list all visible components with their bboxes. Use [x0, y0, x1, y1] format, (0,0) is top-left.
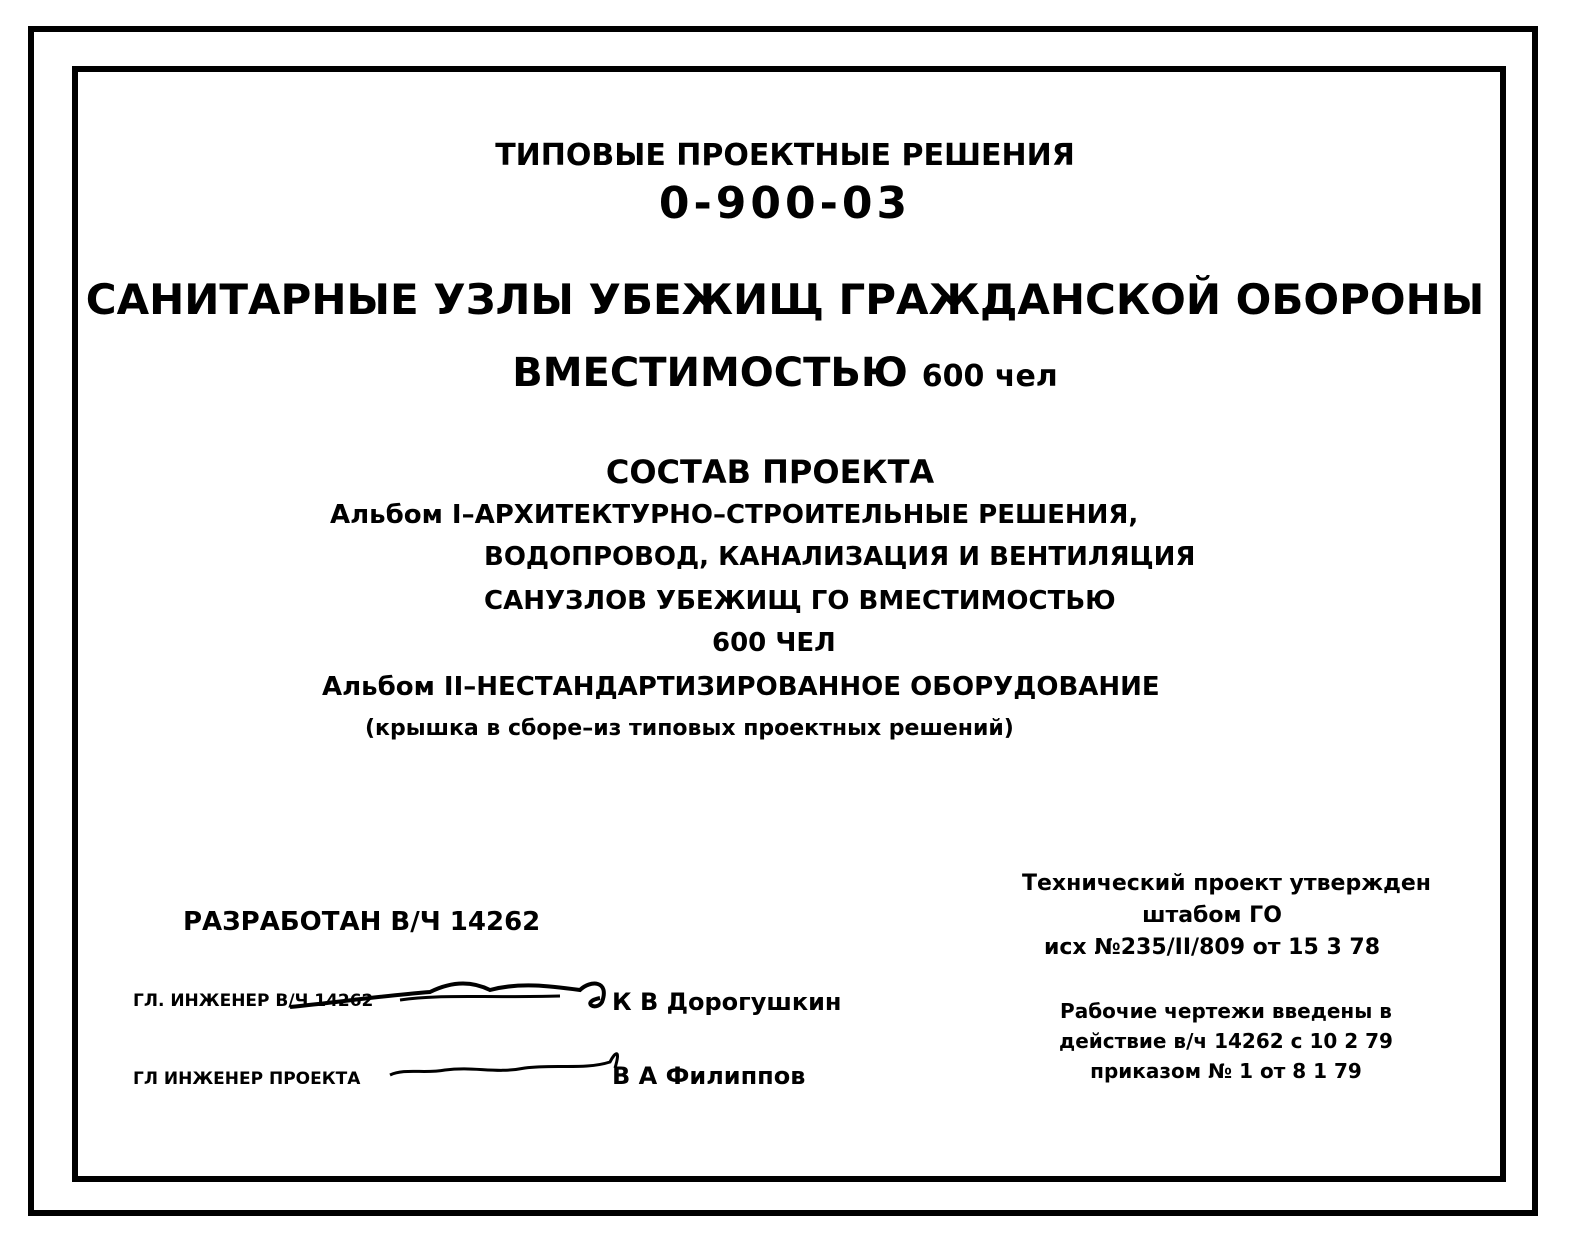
enactment-block	[1026, 996, 1426, 1086]
capacity-label: ВМЕСТИМОСТЬЮ	[512, 350, 908, 396]
album2-line: Альбом II–НЕСТАНДАРТИЗИРОВАННОЕ ОБОРУДОВАНИЕ	[322, 672, 1160, 702]
enactment-line1: Рабочие чертежи введены в	[1060, 999, 1392, 1023]
album1-line3: САНУЗЛОВ УБЕЖИЩ ГО ВМЕСТИМОСТЬЮ	[484, 586, 1116, 616]
chief-engineer-label: ГЛ. ИНЖЕНЕР В/Ч 14262	[133, 991, 374, 1011]
chief-signature-icon	[280, 972, 620, 1022]
chief-engineer-name: К В Дорогушкин	[612, 988, 842, 1016]
composition-heading: СОСТАВ ПРОЕКТА	[605, 453, 935, 491]
approval-block	[1022, 868, 1432, 964]
approval-line2: штабом ГО	[1142, 903, 1282, 928]
main-title-line1: САНИТАРНЫЕ УЗЛЫ УБЕЖИЩ ГРАЖДАНСКОЙ ОБОРОНЫ	[85, 275, 1485, 324]
project-signature-icon	[385, 1040, 625, 1085]
approval-line1: Технический проект утвержден	[1022, 871, 1432, 896]
project-code: 0-900-03	[658, 178, 912, 229]
series-title: ТИПОВЫЕ ПРОЕКТНЫЕ РЕШЕНИЯ	[495, 138, 1075, 173]
album1-line2: ВОДОПРОВОД, КАНАЛИЗАЦИЯ И ВЕНТИЛЯЦИЯ	[484, 542, 1196, 572]
project-engineer-name-text: В А Филиппов	[612, 1062, 806, 1090]
album2-note: (крышка в сборе–из типовых проектных решений)	[365, 716, 1014, 741]
developer-line: РАЗРАБОТАН В/Ч 14262	[183, 907, 541, 937]
main-title-line2	[0, 350, 1570, 396]
project-engineer-label: ГЛ ИНЖЕНЕР ПРОЕКТА	[133, 1069, 361, 1089]
album1-line1: Альбом I–АРХИТЕКТУРНО–СТРОИТЕЛЬНЫЕ РЕШЕНИЯ,	[330, 500, 1139, 530]
project-engineer-name	[612, 1062, 805, 1090]
approval-line3: исх №235/II/809 от 15 3 78	[1043, 935, 1381, 960]
enactment-line2: действие в/ч 14262 с 10 2 79	[1059, 1029, 1393, 1053]
album1-line4: 600 ЧЕЛ	[712, 628, 836, 658]
capacity-value: 600 чел	[921, 359, 1058, 394]
enactment-line3: приказом № 1 от 8 1 79	[1090, 1059, 1362, 1083]
